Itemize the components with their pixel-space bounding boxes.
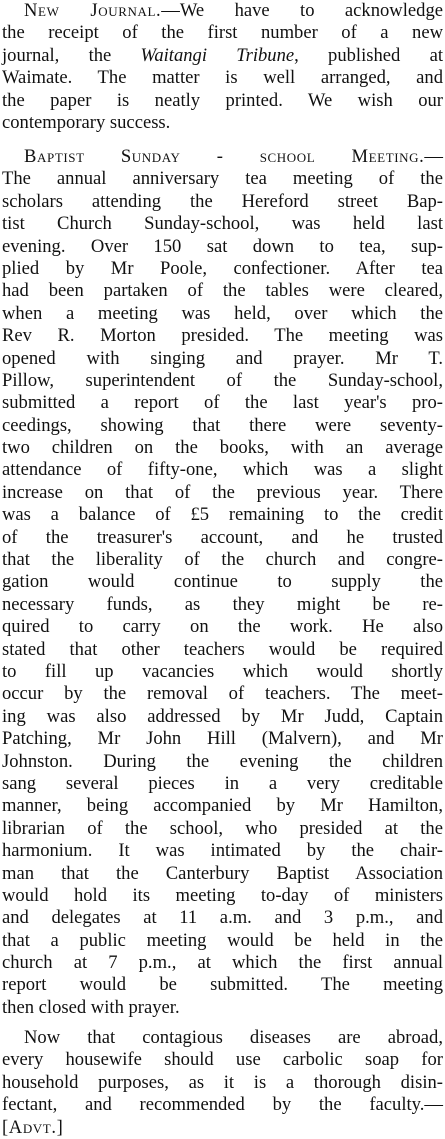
article-line: two children on the books, with an average	[2, 437, 443, 459]
article-line: ing was also addressed by Mr Judd, Captain	[2, 705, 443, 727]
article-line: Pillow, superintendent of the Sunday-school,	[2, 369, 443, 391]
article-line: would hold its meeting to-day of ministers	[2, 884, 443, 906]
article-baptist-meeting	[2, 146, 443, 1019]
article-line: Waimate. The matter is well arranged, and	[2, 67, 443, 89]
article-line	[2, 146, 443, 168]
article-line: quired to carry on the work. He also	[2, 616, 443, 638]
article-line: gation would continue to supply the	[2, 571, 443, 593]
article-line: occur by the removal of teachers. The meet-	[2, 683, 443, 705]
article-line: manner, being accompanied by Mr Hamilton,	[2, 795, 443, 817]
article-line: and delegates at 11 a.m. and 3 p.m., and	[2, 907, 443, 929]
article-line: Rev R. Morton presided. The meeting was	[2, 325, 443, 347]
article-line: submitted a report of the last year's pro-	[2, 392, 443, 414]
article-line: church at 7 p.m., at which the first annual	[2, 952, 443, 974]
article-line: sang several pieces in a very creditable	[2, 772, 443, 794]
article-line: that a public meeting would be held in the	[2, 929, 443, 951]
article-line: stated that other teachers would be required	[2, 638, 443, 660]
article-line: to fill up vacancies which would shortly	[2, 660, 443, 682]
article-new-journal	[2, 0, 443, 134]
article-line: evening. Over 150 sat down to tea, sup-	[2, 235, 443, 257]
article-line: Patching, Mr John Hill (Malvern), and Mr	[2, 728, 443, 750]
newspaper-title: Waitangi Tribune	[140, 44, 295, 66]
article-heading: New Journal.	[24, 0, 162, 21]
article-line: tist Church Sunday-school, was held last	[2, 213, 443, 235]
text-run: , published at	[294, 44, 444, 66]
article-line: had been partaken of the tables were cleared,	[2, 280, 443, 302]
article-line: necessary funds, as they might be re-	[2, 593, 443, 615]
article-line: The annual anniversary tea meeting of the	[2, 168, 443, 190]
article-line: librarian of the school, who presided at the	[2, 817, 443, 839]
article-line: harmonium. It was intimated by the chair-	[2, 840, 443, 862]
article-line: every housewife should use carbolic soap for	[2, 1049, 443, 1071]
article-line: opened with singing and prayer. Mr T.	[2, 347, 443, 369]
article-line: the receipt of the first number of a new	[2, 22, 443, 44]
article-line: report would be submitted. The meeting	[2, 974, 443, 996]
article-line: Johnston. During the evening the children	[2, 750, 443, 772]
article-lead: —	[424, 146, 443, 167]
article-line: that the liberality of the church and congre-	[2, 549, 443, 571]
article-line: plied by Mr Poole, confectioner. After tea	[2, 257, 443, 279]
article-line: Now that contagious diseases are abroad,	[24, 1027, 443, 1048]
advertisement-carbolic-soap	[2, 1027, 443, 1139]
advertisement-tag: [Advt.]	[2, 1116, 64, 1138]
article-line: was a balance of £5 remaining to the credit	[2, 504, 443, 526]
article-line: attendance of fifty-one, which was a slight	[2, 459, 443, 481]
text-run: journal, the	[2, 44, 141, 66]
article-line	[2, 0, 443, 22]
article-line: of the treasurer's account, and he trusted	[2, 526, 443, 548]
article-line: when a meeting was held, over which the	[2, 302, 443, 324]
article-line: then closed with prayer.	[2, 996, 180, 1018]
article-line: household purposes, as it is a thorough disin-	[2, 1071, 443, 1093]
article-lead: —We have to acknowledge	[161, 0, 443, 21]
article-line	[2, 45, 443, 67]
article-line: contemporary success.	[2, 111, 171, 133]
article-line: the paper is neatly printed. We wish our	[2, 89, 443, 111]
article-line: ceedings, showing that there were seventy-	[2, 414, 443, 436]
article-line: scholars attending the Hereford street Bap-	[2, 190, 443, 212]
article-heading: Baptist Sunday - school Meeting.	[24, 146, 425, 167]
article-line: increase on that of the previous year. There	[2, 481, 443, 503]
article-line: fectant, and recommended by the faculty.—	[2, 1094, 443, 1116]
article-line: man that the Canterbury Baptist Association	[2, 862, 443, 884]
